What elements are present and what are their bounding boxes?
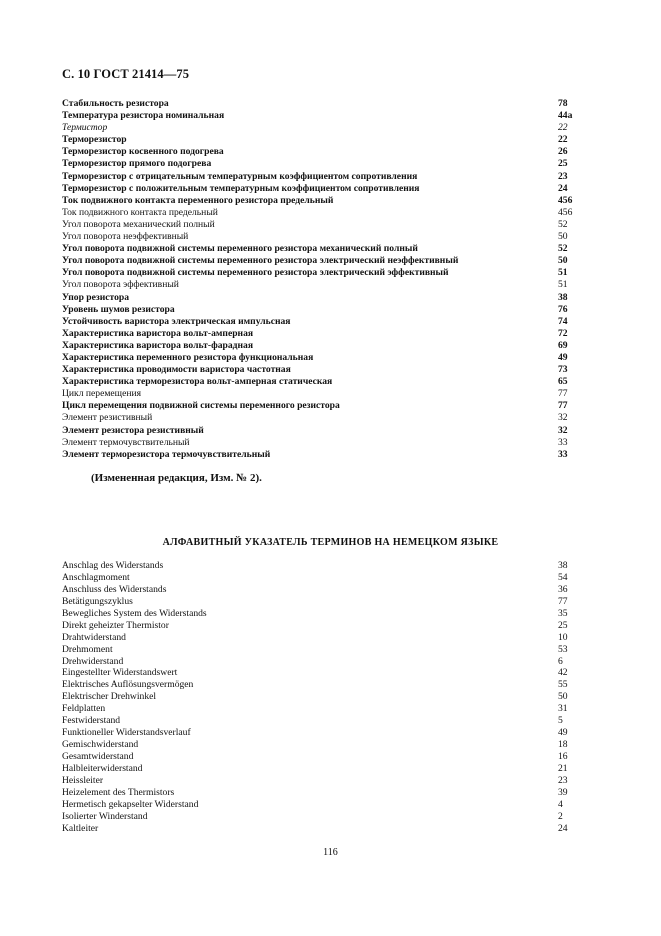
index-entry [62,279,582,291]
entry-term: Feldplatten [62,703,106,715]
entry-term: Hermetisch gekapselter Widerstand [62,798,199,810]
index-entry [62,584,582,596]
entry-reference-number: 50 [558,255,568,267]
index-entry [62,400,582,412]
index-entry [62,596,582,608]
entry-reference-number: 22 [558,122,568,134]
index-entry [62,656,582,668]
entry-reference-number: 69 [558,339,568,351]
index-entry [62,255,582,267]
entry-term: Характеристика проводимости варистора частотная [62,364,291,376]
entry-reference-number: 6 [558,655,563,667]
index-entry [62,219,582,231]
index-entry [62,632,582,644]
index-entry [62,146,582,158]
entry-reference-number: 16 [558,751,568,762]
entry-reference-number: 77 [558,400,568,412]
entry-reference-number: 77 [558,595,568,607]
entry-term: Угол поворота подвижной системы переменного резистора электрический неэффективный [62,255,459,267]
russian-term-index [62,98,582,461]
index-entry [62,376,582,388]
entry-reference-number: 26 [558,146,568,158]
entry-reference-number: 456 [558,194,573,206]
index-entry [62,158,582,170]
index-entry [62,799,582,811]
index-entry [62,98,582,110]
entry-term: Heissleiter [62,774,104,786]
index-entry [62,328,582,340]
entry-term: Терморезистор [62,134,127,146]
entry-term: Drehmoment [62,643,113,655]
german-term-index [62,560,582,835]
entry-term: Терморезистор прямого подогрева [62,158,212,170]
index-entry [62,751,582,763]
index-entry [62,425,582,437]
index-entry [62,412,582,424]
entry-reference-number: 50 [558,231,568,243]
entry-term: Ток подвижного контакта переменного резистора предельный [62,194,334,206]
entry-term: Температура резистора номинальная [62,110,225,122]
index-entry [62,231,582,243]
entry-term: Угол поворота подвижной системы переменного резистора механический полный [62,243,418,255]
entry-term: Характеристика терморезистора вольт-амперная статическая [62,376,333,388]
entry-term: Halbleiterwiderstand [62,762,143,774]
index-entry [62,572,582,584]
entry-term: Угол поворота механический полный [62,218,215,230]
index-entry [62,811,582,823]
index-entry [62,304,582,316]
entry-reference-number: 22 [558,134,568,146]
entry-reference-number: 51 [558,279,568,291]
entry-term: Bewegliches System des Widerstands [62,607,207,619]
index-entry [62,292,582,304]
entry-reference-number: 52 [558,243,568,255]
entry-reference-number: 2 [558,810,563,822]
entry-term: Угол поворота неэффективный [62,231,189,243]
index-entry [62,243,582,255]
entry-reference-number: 31 [558,703,568,715]
entry-reference-number: 32 [558,412,568,424]
entry-term: Elektrisches Auflösungsvermögen [62,679,194,691]
entry-reference-number: 52 [558,218,568,230]
entry-reference-number: 49 [558,727,568,739]
entry-term: Устойчивость варистора электрическая импульсная [62,315,291,327]
index-entry [62,727,582,739]
entry-reference-number: 54 [558,571,568,583]
entry-reference-number: 32 [558,424,568,436]
entry-reference-number: 50 [558,691,568,703]
entry-term: Anschlagmoment [62,571,130,583]
entry-term: Цикл перемещения [62,388,142,400]
index-entry [62,691,582,703]
section-title: АЛФАВИТНЫЙ УКАЗАТЕЛЬ ТЕРМИНОВ НА НЕМЕЦКОМ ЯЗЫКЕ [162,537,499,548]
entry-term: Упор резистора [62,291,130,303]
index-entry [62,207,582,219]
entry-term: Термистор [62,122,108,134]
index-entry [62,667,582,679]
entry-term: Терморезистор косвенного подогрева [62,146,224,158]
index-entry [62,171,582,183]
entry-reference-number: 55 [558,679,568,691]
index-entry [62,703,582,715]
index-entry [62,679,582,691]
index-entry [62,644,582,656]
entry-term: Funktioneller Widerstandsverlauf [62,727,191,739]
entry-term: Элемент терморезистора термочувствительный [62,448,271,460]
index-entry [62,195,582,207]
index-entry [62,787,582,799]
entry-reference-number: 78 [558,98,568,109]
entry-term: Drahtwiderstand [62,631,126,643]
entry-reference-number: 35 [558,607,568,619]
entry-term: Характеристика варистора вольт-амперная [62,327,254,339]
index-entry [62,449,582,461]
index-entry [62,352,582,364]
entry-reference-number: 49 [558,351,568,363]
entry-reference-number: 24 [558,182,568,194]
entry-term: Цикл перемещения подвижной системы переменного резистора [62,400,340,412]
page-header: С. 10 ГОСТ 21414—75 [62,67,190,81]
entry-reference-number: 36 [558,583,568,595]
entry-reference-number: 72 [558,327,568,339]
page-number: 116 [323,847,338,858]
index-entry [62,620,582,632]
entry-term: Gemischwiderstand [62,739,139,751]
entry-term: Direkt geheizter Thermistor [62,619,169,631]
entry-term: Элемент термочувствительный [62,436,190,448]
index-entry [62,110,582,122]
entry-reference-number: 5 [558,715,563,727]
entry-reference-number: 44а [558,110,573,122]
index-entry [62,134,582,146]
entry-term: Угол поворота эффективный [62,279,179,291]
entry-term: Elektrischer Drehwinkel [62,691,157,703]
entry-reference-number: 73 [558,364,568,376]
entry-term: Betätigungszyklus [62,595,133,607]
entry-term: Heizelement des Thermistors [62,786,175,798]
entry-reference-number: 23 [558,170,568,182]
entry-reference-number: 38 [558,560,568,571]
entry-reference-number: 21 [558,762,568,774]
index-entry [62,715,582,727]
entry-term: Anschluss des Widerstands [62,583,167,595]
entry-term: Уровень шумов резистора [62,303,175,315]
index-entry [62,316,582,328]
index-entry [62,763,582,775]
entry-term: Терморезистор с отрицательным температурным коэффициентом сопротивления [62,170,418,182]
entry-term: Характеристика переменного резистора функциональная [62,351,314,363]
entry-reference-number: 39 [558,786,568,798]
index-entry [62,560,582,572]
entry-reference-number: 25 [558,158,568,170]
entry-reference-number: 38 [558,291,568,303]
entry-reference-number: 51 [558,267,568,279]
entry-term: Элемент резистивный [62,412,153,424]
index-entry [62,340,582,352]
revision-note: (Измененная редакция, Изм. № 2). [91,472,262,484]
index-entry [62,183,582,195]
entry-reference-number: 65 [558,376,568,388]
entry-reference-number: 76 [558,303,568,315]
entry-reference-number: 33 [558,448,568,460]
entry-term: Угол поворота подвижной системы переменного резистора электрический эффективный [62,267,449,279]
index-entry [62,739,582,751]
entry-term: Anschlag des Widerstands [62,560,164,571]
entry-term: Элемент резистора резистивный [62,424,204,436]
entry-term: Festwiderstand [62,715,121,727]
entry-reference-number: 42 [558,667,568,679]
entry-reference-number: 33 [558,436,568,448]
entry-reference-number: 77 [558,388,568,400]
index-entry [62,364,582,376]
entry-reference-number: 53 [558,643,568,655]
entry-reference-number: 456 [558,206,573,218]
entry-reference-number: 24 [558,822,568,834]
index-entry [62,608,582,620]
index-entry [62,267,582,279]
entry-reference-number: 74 [558,315,568,327]
entry-term: Gesamtwiderstand [62,751,134,762]
index-entry [62,388,582,400]
entry-term: Ток подвижного контакта предельный [62,206,218,218]
entry-term: Kaltleiter [62,822,99,834]
index-entry [62,122,582,134]
entry-reference-number: 25 [558,619,568,631]
entry-term: Стабильность резистора [62,98,169,109]
entry-term: Характеристика варистора вольт-фарадная [62,339,254,351]
entry-term: Eingestellter Widerstandswert [62,667,178,679]
entry-term: Терморезистор с положительным температурным коэффициентом сопротивления [62,182,420,194]
index-entry [62,437,582,449]
entry-reference-number: 23 [558,774,568,786]
entry-term: Drehwiderstand [62,655,124,667]
entry-reference-number: 18 [558,739,568,751]
index-entry [62,775,582,787]
entry-reference-number: 4 [558,798,563,810]
index-entry [62,823,582,835]
entry-term: Isolierter Winderstand [62,810,148,822]
entry-reference-number: 10 [558,631,568,643]
